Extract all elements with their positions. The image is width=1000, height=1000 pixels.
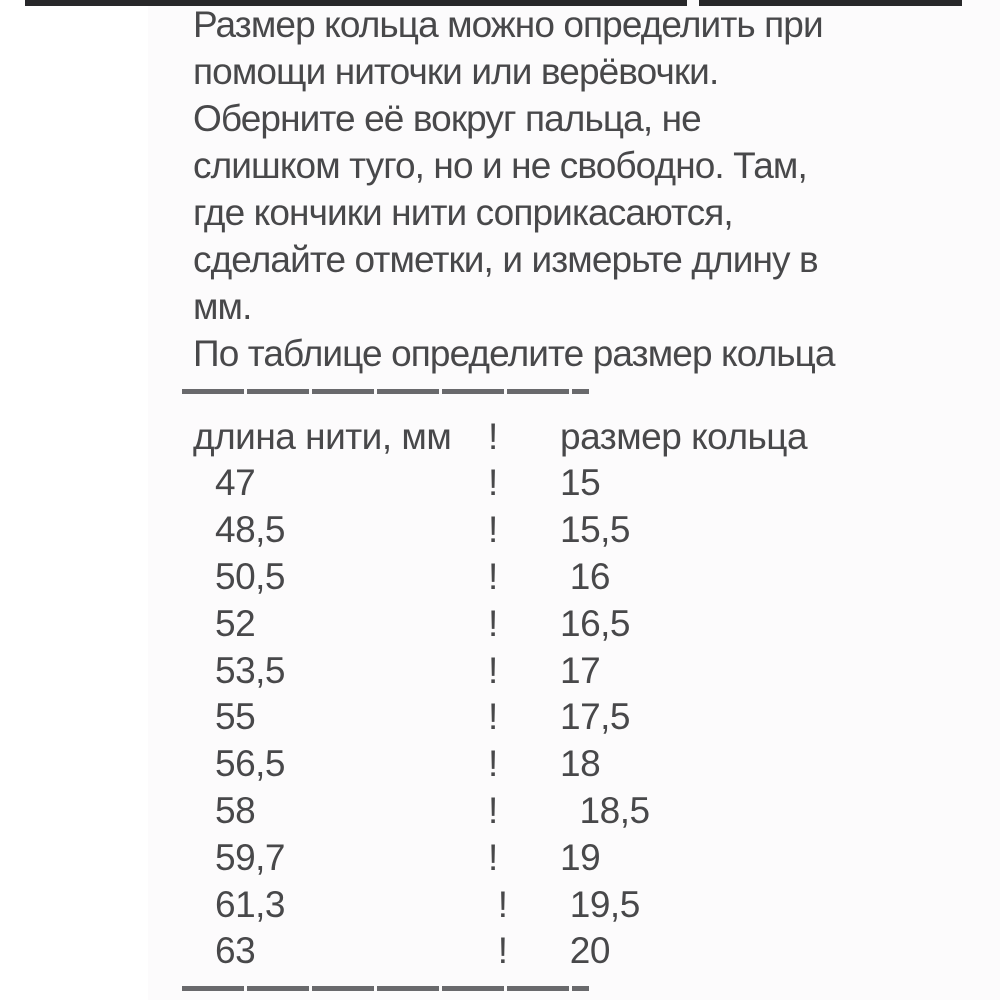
thread-length-value: 53,5 bbox=[215, 649, 286, 691]
ring-size-value: 19 bbox=[560, 836, 601, 878]
thread-length-value: 63 bbox=[215, 930, 256, 972]
intro-line: мм. bbox=[193, 286, 252, 327]
thread-length-value: 61,3 bbox=[215, 883, 286, 925]
ring-size-table bbox=[193, 414, 807, 975]
table-row bbox=[193, 554, 807, 601]
ring-size-value: 17,5 bbox=[560, 696, 631, 738]
divider-mark: ! bbox=[488, 883, 508, 925]
thread-length-value: 52 bbox=[215, 602, 256, 644]
divider-mark: ! bbox=[488, 602, 498, 644]
ring-size-value: 18 bbox=[560, 743, 601, 785]
ring-size-value: 15,5 bbox=[560, 509, 631, 551]
table-header-row bbox=[193, 414, 807, 460]
table-row bbox=[193, 881, 807, 928]
ring-size-value: 16,5 bbox=[560, 602, 631, 644]
table-row bbox=[193, 647, 807, 694]
ring-size-value: 16 bbox=[560, 555, 610, 597]
thread-length-value: 55 bbox=[215, 696, 256, 738]
ring-size-value: 19,5 bbox=[560, 883, 640, 925]
table-row bbox=[193, 460, 807, 507]
table-row bbox=[193, 694, 807, 741]
intro-line: По таблице определите размер кольца bbox=[193, 333, 835, 374]
table-row bbox=[193, 600, 807, 647]
divider-mark: ! bbox=[488, 836, 498, 878]
intro-line: сделайте отметки, и измерьте длину в bbox=[193, 239, 818, 280]
divider-mark: ! bbox=[488, 462, 498, 504]
divider-mark: ! bbox=[488, 930, 508, 972]
header-divider-mark: ! bbox=[488, 416, 498, 457]
left-margin-strip bbox=[0, 0, 148, 1000]
thread-length-value: 50,5 bbox=[215, 555, 286, 597]
thread-length-value: 56,5 bbox=[215, 743, 286, 785]
ring-size-value: 20 bbox=[560, 930, 610, 972]
intro-line: Оберните её вокруг пальца, не bbox=[193, 98, 701, 139]
thread-length-value: 59,7 bbox=[215, 836, 286, 878]
thread-length-value: 47 bbox=[215, 462, 256, 504]
divider-mark: ! bbox=[488, 743, 498, 785]
header-ring-size: размер кольца bbox=[560, 416, 808, 457]
divider-mark: ! bbox=[488, 509, 498, 551]
ring-size-value: 15 bbox=[560, 462, 601, 504]
thread-length-value: 58 bbox=[215, 789, 256, 831]
table-row bbox=[193, 788, 807, 835]
intro-line: где кончики нити соприкасаются, bbox=[193, 192, 733, 233]
divider-mark: ! bbox=[488, 789, 498, 831]
divider-mark: ! bbox=[488, 649, 498, 691]
table-rows bbox=[193, 460, 807, 975]
intro-paragraph bbox=[193, 1, 843, 377]
divider-mark: ! bbox=[488, 696, 498, 738]
ring-size-value: 18,5 bbox=[560, 789, 650, 831]
table-row bbox=[193, 834, 807, 881]
divider-mark: ! bbox=[488, 555, 498, 597]
ring-size-value: 17 bbox=[560, 649, 601, 691]
intro-line: помощи ниточки или верёвочки. bbox=[193, 51, 719, 92]
intro-line: слишком туго, но и не свободно. Там, bbox=[193, 145, 807, 186]
intro-line: Размер кольца можно определить при bbox=[193, 4, 823, 45]
header-thread-length: длина нити, мм bbox=[193, 416, 452, 457]
table-row bbox=[193, 507, 807, 554]
thread-length-value: 48,5 bbox=[215, 509, 286, 551]
table-row bbox=[193, 928, 807, 975]
dashed-separator-top bbox=[182, 389, 589, 394]
dashed-separator-bottom bbox=[182, 986, 589, 991]
table-row bbox=[193, 741, 807, 788]
